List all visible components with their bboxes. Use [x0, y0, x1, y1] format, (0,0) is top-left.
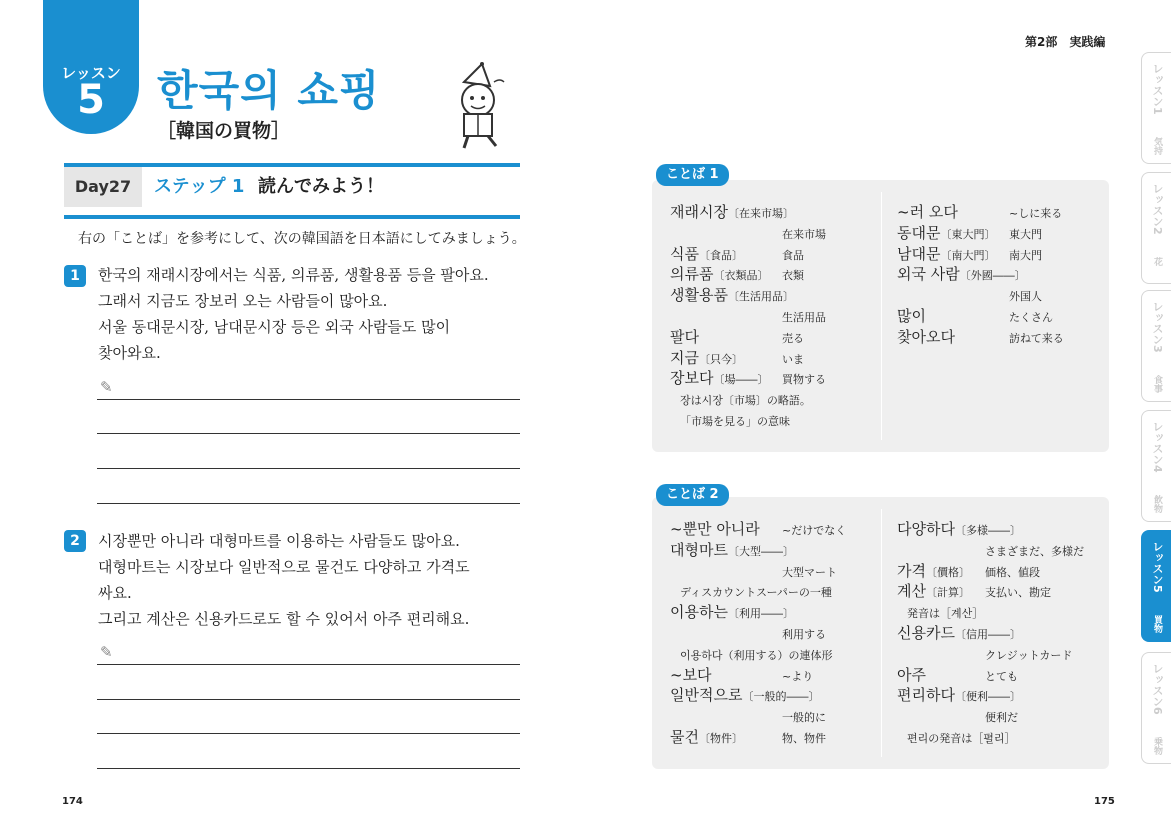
side-tab-lesson-1[interactable] [1141, 52, 1171, 164]
vocab-hanja: 〔生活用品〕 [727, 290, 794, 304]
vocab-entry [897, 285, 1102, 306]
vocab-word: 찾아오다 [897, 327, 955, 346]
vocab-hanja: 〔食品〕 [698, 248, 743, 262]
vocab-meaning: 在来市場 [782, 227, 826, 241]
question-line: 그래서 지금도 장보러 오는 사람들이 많아요. [98, 292, 388, 310]
vocab-word: 이용하는〔利用――〕 [670, 603, 794, 622]
vocab-meaning: 大型マート [782, 565, 837, 579]
answer-line[interactable] [97, 699, 520, 700]
vocab-entry [670, 202, 875, 223]
side-tab-label: レッスン4 [1151, 421, 1164, 473]
vocab-entry [670, 264, 875, 285]
vocab-word: 다양하다〔多様――〕 [897, 520, 1021, 538]
answer-line[interactable] [97, 768, 520, 769]
vocab-entry [897, 519, 1102, 540]
vocab-meaning: 食品 [782, 248, 804, 262]
vocab-entry [670, 685, 875, 706]
vocab-word: 외국 사람〔外國――〕 [897, 265, 1026, 284]
side-tab-label: レッスン5 [1151, 541, 1164, 593]
vocab-entry [897, 561, 1102, 582]
question-line: 한국의 재래시장에서는 식품, 의류품, 생활용품 등을 팔아요. [98, 266, 489, 284]
side-tab-sub: 買物 [1152, 615, 1162, 633]
vocab-word: 식품〔食品〕 [670, 244, 743, 263]
vocab-entry [670, 540, 875, 561]
vocab-column-right [897, 202, 1102, 348]
vocab-column-right [897, 519, 1102, 748]
answer-line[interactable] [97, 468, 520, 469]
vocab-entry [670, 306, 875, 327]
vocab-entry [670, 223, 875, 244]
vocab-entry [670, 561, 875, 582]
page-number-left: 174 [62, 796, 83, 807]
vocab-meaning: さまざまだ、多様だ [985, 544, 1084, 558]
vocab-hanja: 〔南大門〕 [940, 248, 996, 262]
vocab-note: 「市場を見る」の意味 [680, 414, 790, 428]
vocab-hanja: 〔在来市場〕 [727, 207, 794, 220]
side-tab-lesson-3[interactable] [1141, 290, 1171, 402]
vocab-entry [670, 623, 875, 644]
vocab-entry [670, 519, 875, 540]
vocab-meaning: ~しに来る [1009, 207, 1063, 220]
vocab-word: 신용카드〔信用――〕 [897, 623, 1021, 642]
question-line: 대형마트는 시장보다 일반적으로 물건도 다양하고 가격도 [98, 558, 470, 576]
vocab-entry [670, 665, 875, 686]
vocab-column-left [670, 519, 875, 748]
lesson-badge [43, 0, 139, 134]
vocab-entry [670, 602, 875, 623]
vocab-entry [897, 602, 1102, 623]
vocab-hanja: 〔場――〕 [713, 373, 769, 387]
question-line: 싸요. [98, 584, 132, 602]
side-tab-label: レッスン6 [1151, 663, 1164, 715]
vocab-entry [670, 389, 875, 410]
step-label: ステップ 1 [154, 176, 245, 197]
vocab-meaning: 価格、値段 [985, 565, 1040, 579]
side-tab-lesson-5[interactable] [1141, 530, 1171, 642]
vocab-hanja: 〔物件〕 [698, 731, 743, 745]
vocab-box-2 [652, 497, 1109, 769]
answer-line[interactable] [97, 733, 520, 734]
vocab-box-1 [652, 180, 1109, 452]
vocab-note: 장は시장〔市場〕の略語。 [680, 394, 811, 408]
vocab-meaning: 東大門 [1009, 227, 1042, 241]
vocab-tag-2: ことば 2 [656, 484, 729, 506]
vocab-entry [897, 581, 1102, 602]
vocab-note: 発音は［계산］ [907, 607, 984, 621]
side-tab-label: レッスン1 [1151, 63, 1164, 115]
side-tab-sub: 花 [1152, 257, 1162, 266]
vocab-word: 가격〔價格〕 [897, 561, 970, 580]
vocab-word: ~보다 [670, 665, 712, 684]
vocab-entry [670, 285, 875, 306]
question-number: 2 [64, 530, 86, 552]
side-tab-lesson-2[interactable] [1141, 172, 1171, 284]
vocab-word: 의류품〔衣類品〕 [670, 265, 769, 284]
side-tab-sub: 乗物 [1152, 737, 1162, 755]
vocab-entry [897, 264, 1102, 285]
vocab-hanja: 〔一般的――〕 [742, 690, 820, 704]
vocab-entry [897, 665, 1102, 686]
vocab-hanja: 〔計算〕 [925, 586, 970, 600]
vocab-meaning: 訪ねて来る [1009, 331, 1064, 345]
vocab-meaning: 南大門 [1009, 248, 1042, 262]
vocab-entry [897, 623, 1102, 644]
vocab-word: 편리하다〔便利――〕 [897, 686, 1021, 705]
answer-line[interactable] [97, 433, 520, 434]
side-tab-label: レッスン2 [1151, 183, 1164, 235]
part-header: 第2部 実践編 [1025, 35, 1106, 49]
day-label: Day27 [64, 167, 142, 207]
vocab-note: 이용하다（利用する）の連体形 [680, 648, 833, 662]
vocab-meaning: いま [782, 352, 804, 366]
vocab-entry [670, 244, 875, 265]
day-step-bar [64, 163, 520, 219]
vocab-word: 생활용품〔生活用品〕 [670, 286, 794, 305]
vocab-hanja: 〔信用――〕 [954, 627, 1021, 641]
vocab-meaning: 一般的に [782, 711, 826, 725]
vocab-word: 물건〔物件〕 [670, 727, 743, 746]
vocab-entry [670, 410, 875, 431]
vocab-word: ~러 오다 [897, 203, 958, 221]
vocab-entry [670, 727, 875, 748]
vocab-word: 지금〔只今〕 [670, 348, 743, 367]
vocab-word: 팔다 [670, 327, 699, 346]
question-line: 서울 동대문시장, 남대문시장 등은 외국 사람들도 많이 [98, 318, 451, 336]
vocab-meaning: 衣類 [782, 269, 804, 283]
vocab-word: 대형마트〔大型――〕 [670, 540, 794, 559]
side-tab-sub: 気持 [1152, 137, 1162, 155]
vocab-word: 재래시장〔在来市場〕 [670, 203, 794, 221]
vocab-entry [897, 685, 1102, 706]
vocab-note: 편리の発音は［펼리］ [907, 731, 1016, 745]
vocab-hanja: 〔外國――〕 [959, 269, 1026, 283]
vocab-entry [670, 706, 875, 727]
vocab-entry [897, 727, 1102, 748]
vocab-entry [670, 348, 875, 369]
vocab-meaning: 買物する [782, 373, 826, 387]
vocab-meaning: 支払い、勘定 [985, 586, 1051, 600]
vocab-meaning: 生活用品 [782, 310, 826, 324]
question-text [98, 528, 470, 632]
vocab-word: 남대문〔南大門〕 [897, 244, 996, 263]
side-tab-sub: 食事 [1152, 375, 1162, 393]
page-number-right: 175 [1094, 796, 1115, 807]
vocab-hanja: 〔便利――〕 [954, 690, 1021, 704]
vocab-meaning: とても [985, 669, 1018, 683]
question-text [98, 262, 489, 366]
vocab-column-left [670, 202, 875, 431]
vocab-entry [670, 327, 875, 348]
vocab-word: 동대문〔東大門〕 [897, 223, 996, 242]
vocab-word: 아주 [897, 665, 926, 684]
vocab-meaning: たくさん [1009, 310, 1053, 324]
lesson-number: 5 [77, 77, 105, 123]
vocab-entry [897, 644, 1102, 665]
vocab-word: 계산〔計算〕 [897, 582, 970, 601]
vocab-meaning: 便利だ [985, 711, 1018, 725]
side-tab-lesson-6[interactable] [1141, 652, 1171, 764]
lesson-label: レッスン [61, 64, 121, 82]
vocab-tag-1: ことば 1 [656, 164, 729, 186]
vocab-entry [897, 223, 1102, 244]
vocab-hanja: 〔多様――〕 [954, 524, 1021, 537]
vocab-word: 일반적으로〔一般的――〕 [670, 686, 820, 705]
vocab-entry [897, 202, 1102, 223]
side-tab-lesson-4[interactable] [1141, 410, 1171, 522]
vocab-meaning: ~だけでなく [782, 524, 847, 537]
question-line: 그리고 계산은 신용카드로도 할 수 있어서 아주 편리해요. [98, 610, 470, 628]
lesson-title-japanese: ［韓国の買物］ [157, 120, 291, 142]
vocab-meaning: 外国人 [1009, 290, 1042, 304]
question-line: 시장뿐만 아니라 대형마트를 이용하는 사람들도 많아요. [98, 532, 460, 550]
step-title: 読んでみよう！ [258, 176, 384, 197]
vocab-hanja: 〔衣類品〕 [713, 269, 769, 283]
vocab-entry [670, 581, 875, 602]
side-tab-sub: 飲物 [1152, 495, 1162, 513]
vocab-entry [897, 327, 1102, 348]
question-number: 1 [64, 265, 86, 287]
vocab-note: ディスカウントスーパーの一種 [680, 586, 832, 600]
vocab-entry [897, 244, 1102, 265]
side-tab-label: レッスン3 [1151, 301, 1164, 353]
vocab-entry [897, 306, 1102, 327]
vocab-hanja: 〔利用――〕 [727, 607, 794, 621]
vocab-hanja: 〔價格〕 [925, 565, 970, 579]
mascot-illustration [450, 62, 514, 152]
instruction-text: 右の「ことば」を参考にして、次の韓国語を日本語にしてみましょう。 [78, 231, 526, 247]
answer-line[interactable] [97, 399, 520, 400]
pencil-icon: ✎ [100, 643, 113, 661]
answer-line[interactable] [97, 664, 520, 665]
vocab-hanja: 〔只今〕 [698, 352, 743, 366]
vocab-entry [670, 368, 875, 389]
vocab-word: 많이 [897, 306, 926, 325]
vocab-meaning: 利用する [782, 627, 826, 641]
vocab-meaning: 売る [782, 331, 804, 345]
vocab-hanja: 〔大型――〕 [727, 544, 794, 558]
pencil-icon: ✎ [100, 378, 113, 396]
lesson-title-korean: 한국의 쇼핑 [157, 66, 381, 115]
vocab-word: ~뿐만 아니라 [670, 520, 760, 538]
answer-line[interactable] [97, 503, 520, 504]
vocab-entry [897, 706, 1102, 727]
vocab-meaning: クレジットカード [985, 648, 1073, 662]
vocab-entry [897, 540, 1102, 561]
vocab-entry [670, 644, 875, 665]
vocab-word: 장보다〔場――〕 [670, 369, 769, 388]
vocab-meaning: ~より [782, 669, 814, 683]
question-line: 찾아와요. [98, 344, 161, 362]
vocab-meaning: 物、物件 [782, 731, 826, 745]
vocab-hanja: 〔東大門〕 [940, 227, 996, 241]
